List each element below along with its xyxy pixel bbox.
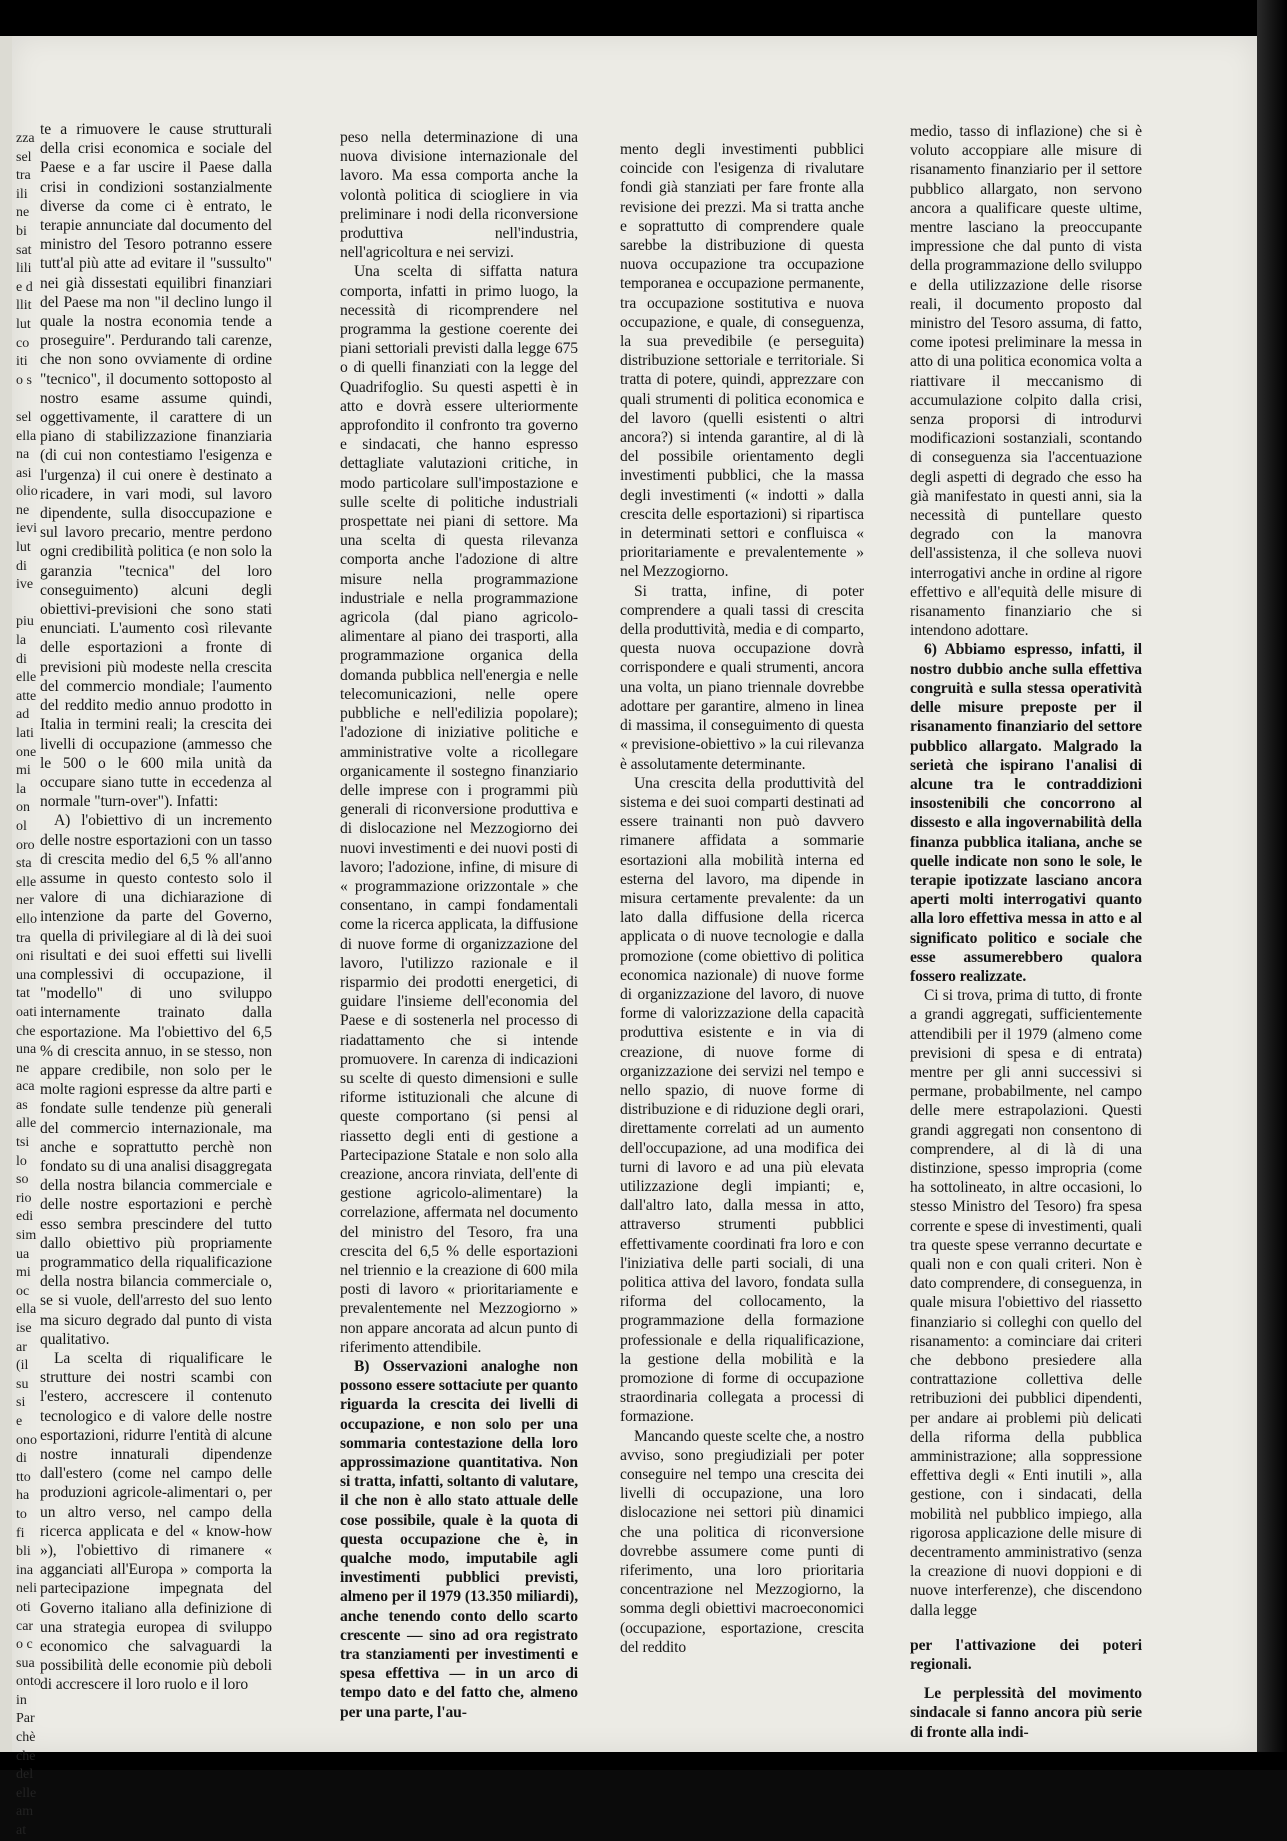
previous-page-fragment: on bbox=[16, 800, 30, 816]
previous-page-fragment: di bbox=[16, 651, 27, 667]
previous-page-fragment: ad bbox=[16, 707, 30, 723]
previous-page-fragment: che bbox=[16, 1023, 36, 1039]
previous-page-fragment: elle bbox=[16, 670, 37, 686]
previous-page-fragment: Par bbox=[16, 1711, 35, 1727]
previous-page-fragment: sel bbox=[16, 149, 32, 165]
column-4-paragraph-1: medio, tasso di inflazione) che si è voluto accoppiare alle misure di risanamento finanziario per il settore pubblico allargato, non servono ancora a qualificare queste ultime, mentre lasciano la preoccupante impressione che dal punto di vista della programmazione dello sviluppo e della utilizzazione delle risorse reali, il documento proposto dal ministro del Tesoro assuma, di fatto, come ipotesi preliminare la messa in atto di una politica economica volta a riattivare il meccanismo di accumulazione colpito dalla crisi, senza proporsi di introdurvi modificazioni sostanziali, scontando di conseguenza sia l'accentuazione degli aspetti di degrado che esso ha già manifestato in questi anni, sia la necessità di puntellare questo degrado con la manovra dell'assistenza, il che solleva nuovi interrogativi anche in ordine al rigore effettivo e all'equità delle misure di risanamento finanziario che si intendono adottare. bbox=[910, 123, 1142, 640]
previous-page-fragment: asi bbox=[16, 465, 32, 481]
previous-page-fragment: zza bbox=[16, 131, 35, 146]
text-column-1 bbox=[40, 120, 272, 1740]
previous-page-fragment: del bbox=[16, 1767, 34, 1783]
previous-page-fragment: chè bbox=[16, 1730, 36, 1746]
column-4-paragraph-2: 6) Abbiamo espresso, infatti, il nostro dubbio anche sulla effettiva congruità e sulla stessa operatività delle misure preposte per il risanamento finanziario del settore pubblico allargato. Malgrado la serietà che ispirano l'analisi di alcune tra le contraddizioni insostenibili che concorrono al dissesto e alla ingovernabilità della finanza pubblica italiana, anche se quelle indicate non sono le sole, le terapie ipotizzate lasciano ancora aperti molti interrogativi quanto alla loro effettiva messa in atto e al significato politico e sociale che esse assumerebbero qualora fossero realizzate. bbox=[910, 641, 1142, 985]
previous-page-fragment: su bbox=[16, 1376, 29, 1392]
text-column-3 bbox=[620, 140, 864, 1760]
previous-page-fragment: oti bbox=[16, 1599, 31, 1615]
previous-page-fragment: elle bbox=[16, 874, 37, 890]
previous-page-fragment: alle bbox=[16, 1116, 37, 1132]
previous-page-fragment: oc bbox=[16, 1283, 30, 1299]
previous-page-fragment: (il bbox=[16, 1358, 29, 1374]
column-3-paragraph-3: Una crescita della produttività del sistema e dei suoi comparti destinati ad essere trainanti non può davvero rimanere affidata a sommarie esortazioni alla mobilità interna ed esterna del lavoro, ma dipende in misura certamente prevalente: da un lato dalla diffusione della ricerca applicata o di nuove tecnologie e dalla promozione (come obiettivo di politica economica nazionale) di nuove forme di organizzazione del lavoro, di nuove forme di valorizzazione della capacità produttiva esistente e in via di creazione, di nuove forme di organizzazione dei servizi nel tempo e nello spazio, di nuove forme di distribuzione e di riduzione degli orari, direttamente correlati ad un aumento dell'occupazione, ad una modifica dei turni di lavoro e ad una più elevata utilizzazione degli impianti; e, dall'altro lato, dalla messa in atto, attraverso strumenti pubblici effettivamente coordinati fra loro e con l'iniziativa delle parti sociali, di una politica attiva del lavoro, fondata sulla riforma del collocamento, la programmazione della formazione professionale e della riqualificazione, la gestione della mobilità e la promozione di forme di occupazione straordinaria collegata a processi di formazione. bbox=[620, 774, 864, 1426]
previous-page-fragment: e d bbox=[16, 279, 33, 295]
previous-page-fragment: elle bbox=[16, 1785, 37, 1801]
previous-page-fragment: lili bbox=[16, 261, 32, 277]
previous-page-fragment: o s bbox=[16, 372, 32, 388]
previous-page-fragment: sat bbox=[16, 242, 32, 258]
previous-page-fragment: co bbox=[16, 335, 30, 351]
previous-page-fragment: neli bbox=[16, 1581, 37, 1597]
column-2-paragraph-1: peso nella determinazione di una nuova divisione internazionale del lavoro. Ma essa comporta anche la volontà politica di sciogliere in via preliminare i nodi della riconversione produttiva nell'industria, nell'agricoltura e nei servizi. bbox=[340, 129, 578, 262]
previous-page-fragment: la bbox=[16, 633, 27, 649]
previous-page-fragment: che bbox=[16, 1748, 36, 1764]
column-2-paragraph-3: B) Osservazioni analoghe non possono essere sottaciute per quanto riguarda la crescita dei livelli di occupazione, e non solo per una sommaria contestazione della loro approssimazione quantitativa. Non si tratta, infatti, soltanto di valutare, il che non è allo stato attuale delle cose possibile, quale è la quota di questa occupazione che è, in qualche modo, imputabile agli investimenti pubblici previsti, almeno per il 1979 (13.350 miliardi), anche tenendo conto dello scarto crescente — sino ad ora registrato tra stanziamenti per investimenti e spesa effettiva — in un arco di tempo dato e del fatto che, almeno per una parte, l'au- bbox=[340, 1358, 578, 1721]
previous-page-fragment: di bbox=[16, 1451, 27, 1467]
previous-page-fragment: llit bbox=[16, 298, 32, 314]
previous-page-fragment: to bbox=[16, 1506, 27, 1522]
previous-page-fragment: ella bbox=[16, 428, 37, 444]
previous-page-fragment: ina bbox=[16, 1562, 34, 1578]
column-4-paragraph-5: Le perplessità del movimento sindacale si fanno ancora più serie di fronte alla indi- bbox=[910, 1685, 1142, 1741]
previous-page-fragment: ne bbox=[16, 1060, 30, 1076]
column-2-paragraph-2: Una scelta di siffatta natura comporta, infatti in primo luogo, la necessità di ricomprendere nel programma la gestione coerente dei piani settoriali previsti dalla legge 675 o di quelli finanziati con la legge del Quadrifoglio. Su questi aspetti è in atto e dovrà essere ulteriormente approfondito il confronto tra governo e sindacati, che hanno espresso dettagliate valutazioni critiche, in modo particolare sull'impostazione e sulle scelte di politiche industriali prospettate nei piani di settore. Ma una scelta di questa rilevanza comporta anche l'adozione di altre misure nella programmazione industriale e nella programmazione agricola (dal piano agricolo-alimentare al piano dei trasporti, alla programmazione organica della domanda pubblica nell'energia e nelle telecomunicazioni, nelle opere pubbliche e nell'edilizia popolare); l'adozione di iniziative politiche e amministrative volte a ricollegare organicamente il sostegno finanziario delle imprese con i programmi più generali di riconversione produttiva e di dislocazione nel Mezzogiorno dei nuovi investimenti e dei nuovi posti di lavoro; l'adozione, infine, di misure di « programmazione orizzontale » che consentano, in campi fondamentali come la ricerca applicata, la diffusione di nuove forme di organizzazione del lavoro, l'utilizzo razionale e il risparmio dei prodotti energetici, di guidare l'insieme dell'economia del Paese e di sostenerla nel processo di riadattamento che si intende promuovere. In carenza di indicazioni su scelte di questo dimensioni e sulle riforme istituzionali che alcune di queste comportano (si pensi al riassetto degli enti di gestione a Partecipazione Statale e non solo alla creazione, ancora rinviata, dell'ente di gestione agricolo-alimentare) la correlazione, affermata nel documento del ministro del Tesoro, fra una crescita del 6,5 % delle esportazioni nel triennio e la creazione di 600 mila posti di lavoro « prioritariamente e prevalentemente nel Mezzogiorno » non appare ancorata ad alcun punto di riferimento attendibile. bbox=[340, 263, 578, 1356]
previous-page-fragment: onto bbox=[16, 1674, 41, 1690]
previous-page-fragment: tto bbox=[16, 1469, 31, 1485]
previous-page-fragment: tat bbox=[16, 986, 30, 1002]
previous-page-fragment: ievi bbox=[16, 521, 37, 537]
column-1-paragraph-3: La scelta di riqualificare le strutture dei nostri scambi con l'estero, accrescere il contenuto tecnologico e di valore delle nostre esportazioni, ridurre l'entità di alcune nostre innaturali dipendenze dall'estero (come nel campo delle produzioni agricole-alimentari o, per un altro verso, nel campo della ricerca applicata e del « know-how »), l'obiettivo di rimanere « agganciati all'Europa » comporta la partecipazione impegnata del Governo italiano alla definizione di una strategia europea di sviluppo economico che salvaguardi la possibilità delle economie più deboli di accrescere il loro ruolo e il loro bbox=[40, 1350, 272, 1694]
previous-page-fragment: na bbox=[16, 447, 30, 463]
previous-page-fragment: oni bbox=[16, 949, 34, 965]
previous-page-fragment: olio bbox=[16, 484, 38, 500]
previous-page-fragment: sta bbox=[16, 856, 32, 872]
previous-page-fragment: di bbox=[16, 558, 27, 574]
previous-page-fragment: una bbox=[16, 1042, 37, 1058]
previous-page-fragment: sua bbox=[16, 1655, 35, 1671]
column-3-paragraph-2: Si tratta, infine, di poter comprendere a quali tassi di crescita della produttività, media e di comparto, questa nuova occupazione dovrà corrispondere e quali strumenti, ancora una volta, un piano triennale dovrebbe adottare per garantire, almeno in linea di massima, il conseguimento di questa « previsione-obiettivo » la cui rilevanza è assolutamente determinante. bbox=[620, 582, 865, 773]
previous-page-fragment: o c bbox=[16, 1637, 33, 1653]
previous-page-fragment: ol bbox=[16, 818, 27, 834]
previous-page-fragment: tsi bbox=[16, 1135, 30, 1151]
previous-page-fragment: piu bbox=[16, 614, 34, 630]
previous-page-fragment: sel bbox=[16, 409, 32, 425]
previous-page-fragment: bli bbox=[16, 1544, 31, 1560]
previous-page-fragment: aca bbox=[16, 1079, 35, 1095]
previous-page-fragment: edi bbox=[16, 1209, 34, 1225]
previous-page-fragment: mi bbox=[16, 763, 31, 779]
column-1-paragraph-1: te a rimuovere le cause strutturali della crisi economica e sociale del Paese e a far uscire il Paese dalla crisi in condizioni sostanzialmente diverse da come ci è entrato, le terapie annunciate dal documento del ministro del Tesoro potranno essere tutt'al più atte ad evitare il "sussulto" nei già dissestati equilibri finanziari del Paese ma non "il declino lungo il quale la nostra economia tende a proseguire". Perdurando tali carenze, che non sono ovviamente di ordine "tecnico", il documento sottoposto al nostro esame assume quindi, oggettivamente, il carattere di un piano di stabilizzazione finanziaria (di cui non contestiamo l'esigenza e l'urgenza) il cui onere è destinato a ricadere, in vari modi, sul lavoro dipendente, sulla disoccupazione e sul lavoro precario, mentre perdono ogni credibilità politica (e non solo la garanzia "tecnica" del loro conseguimento) alcuni degli obiettivi-previsioni che sono stati enunciati. L'aumento così rilevante delle esportazioni a fronte di previsioni più modeste nella crescita del commercio mondiale; l'aumento del reddito medio annuo prodotto in Italia in termini reali; la crescita dei livelli di occupazione (ammesso che le 500 o le 600 mila unità da occupare siano tutte in eccedenza al normale "turn-over"). Infatti: bbox=[40, 121, 272, 811]
column-4-paragraph-4: per l'attivazione dei poteri regionali. bbox=[910, 1636, 1142, 1674]
previous-page-fragment: ella bbox=[16, 1302, 37, 1318]
previous-page-fragment: am bbox=[16, 1804, 34, 1820]
previous-page-fragment: sim bbox=[16, 1228, 37, 1244]
previous-page-fragment: atte bbox=[16, 688, 37, 704]
previous-page-fragment: as bbox=[16, 1097, 28, 1113]
column-1-paragraph-2: A) l'obiettivo di un incremento delle nostre esportazioni con un tasso di crescita medio del 6,5 % all'anno assume in questo contesto solo il valore di una dichiarazione di intenzione da parte del Governo, quella di privilegiare al di là dei suoi risultati e dei suoi effetti sui livelli complessivi di occupazione, il "modello" di uno sviluppo internamente trainato dalla esportazione. Ma l'obiettivo del 6,5 % di crescita annuo, in se stesso, non appare credibile, non solo per le molte ragioni espresse da altre parti e fondate sulle tendenze più generali del commercio internazionale, ma anche e soprattutto perchè non fondato su di una analisi disaggregata della nostra bilancia commerciale e delle nostre esportazioni e perchè esso sembra prescindere del tutto dallo obiettivo più propriamente programmatico della riqualificazione della nostra bilancia commerciale o, se si vuole, dell'arresto del suo lento ma sicuro degrado dal punto di vista qualitativo. bbox=[40, 812, 272, 1348]
previous-page-fragment: bi bbox=[16, 223, 27, 239]
column-3-paragraph-1: mento degli investimenti pubblici coincide con l'esigenza di rivalutare fondi già stanziati per fare fronte alla revisione dei prezzi. Ma si tratta anche e soprattutto di comprendere quale sarebbe la distribuzione di questa nuova occupazione tra occupazione temporanea e occupazione permanente, tra occupazione sostitutiva e nuova occupazione, e quale, di conseguenza, la sua prevedibile (e perseguita) distribuzione settoriale e territoriale. Si tratta di potere, quindi, apprezzare con quali strumenti di politica economica e del lavoro (quelli esistenti o altri ancora?) si intenda garantire, al di là del possibile orientamento degli investimenti pubblici, che la massa degli investimenti (« indotti » dalla crescita delle esportazioni) si ripartisca in determinati settori e confluisca « prioritariamente e prevalentemente » nel Mezzogiorno. bbox=[620, 141, 864, 581]
scan-right-border bbox=[1257, 0, 1287, 1770]
previous-page-fragment: one bbox=[16, 744, 37, 760]
previous-page-fragment: ar bbox=[16, 1339, 27, 1355]
previous-page-fragments bbox=[16, 130, 42, 1839]
previous-page-fragment: lo bbox=[16, 1153, 27, 1169]
previous-page-fragment bbox=[16, 595, 42, 614]
previous-page-fragment: lati bbox=[16, 726, 34, 741]
text-column-4 bbox=[910, 122, 1142, 1742]
previous-page-fragment: ne bbox=[16, 205, 30, 221]
previous-page-fragment: ua bbox=[16, 1246, 30, 1262]
previous-page-fragment: oro bbox=[16, 837, 35, 853]
text-column-2 bbox=[340, 128, 578, 1748]
previous-page-fragment: la bbox=[16, 781, 27, 797]
previous-page-fragment: rio bbox=[16, 1190, 32, 1206]
previous-page-fragment bbox=[16, 390, 42, 409]
previous-page-fragment: tra bbox=[16, 930, 31, 946]
column-3-paragraph-4: Mancando queste scelte che, a nostro avviso, sono pregiudiziali per poter conseguire nel tempo una crescita dei livelli di occupazione, una loro dislocazione nei settori più dinamici che una politica di riconversione dovrebbe assumere come punti di riferimento, una loro prioritaria concentrazione nel Mezzogiorno, la somma degli obiettivi macroeconomici (occupazione, esportazione, crescita del reddito bbox=[620, 1427, 864, 1656]
previous-page-fragment: tra bbox=[16, 168, 31, 184]
previous-page-fragment: ha bbox=[16, 1488, 30, 1504]
previous-page-fragment: oati bbox=[16, 1004, 37, 1020]
previous-page-fragment: ive bbox=[16, 577, 34, 593]
previous-page-fragment: so bbox=[16, 1172, 29, 1188]
previous-page-fragment: ili bbox=[16, 186, 28, 202]
previous-page-fragment: ello bbox=[16, 911, 37, 927]
previous-page-fragment: at bbox=[16, 1823, 27, 1839]
previous-page-fragment: si bbox=[16, 1395, 26, 1411]
scan-top-border bbox=[0, 0, 1287, 40]
column-4-paragraph-3: Ci si trova, prima di tutto, di fronte a grandi aggregati, sufficientemente attendibili per il 1979 (almeno come previsioni di spesa e di entrata) mentre per gli anni successivi si permane, probabilmente, nel campo delle mere estrapolazioni. Questi grandi aggregati non consentono di comprendere, al di là di una distinzione, spesso impropria (come ha sottolineato, in altre occasioni, lo stesso Ministro del Tesoro) fra spesa corrente e spese di investimenti, quali tra queste spese verranno decurtate e quali non e con quali criteri. Non è dato comprendere, di conseguenza, in quale misura l'obiettivo del riassetto finanziario si colleghi con quello del risanamento: a cominciare dai criteri che debbono presiedere alla contrattazione collettiva delle retribuzioni dei pubblici dipendenti, per andare ai problemi più delicati della riforma della pubblica amministrazione; alla soppressione effettiva degli « Enti inutili », alla gestione, con i sindacati, della mobilità nel pubblico impiego, alla rigorosa applicazione delle misure di decentramento amministrativo (senza la creazione di nuovi doppioni e di nuove interferenze), che discendono dalla legge bbox=[910, 987, 1142, 1619]
previous-page-fragment: lut bbox=[16, 540, 31, 556]
previous-page-fragment: car bbox=[16, 1618, 34, 1634]
previous-page-fragment: lut bbox=[16, 316, 31, 332]
previous-page-fragment: ne bbox=[16, 502, 30, 518]
previous-page-fragment: e bbox=[16, 1413, 23, 1429]
previous-page-fragment: mi bbox=[16, 1265, 31, 1281]
previous-page-fragment: ise bbox=[16, 1321, 32, 1336]
previous-page-fragment: fi bbox=[16, 1525, 25, 1541]
previous-page-fragment: in bbox=[16, 1692, 27, 1708]
previous-page-fragment: ono bbox=[16, 1432, 37, 1448]
previous-page-fragment: iti bbox=[16, 354, 28, 370]
previous-page-fragment: ner bbox=[16, 893, 34, 909]
previous-page-fragment: una bbox=[16, 967, 37, 983]
